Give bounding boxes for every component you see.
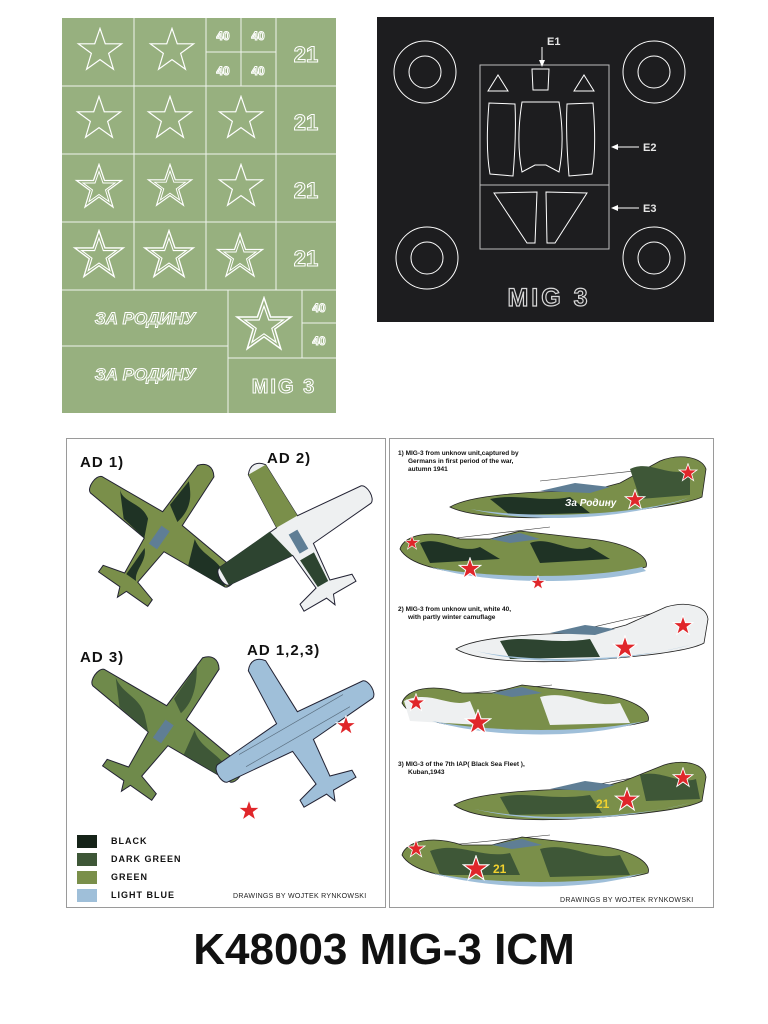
profile-2-right-side <box>456 604 708 661</box>
profile-2-left-side <box>402 685 649 735</box>
model-name-mask: MIG 3 <box>251 376 317 398</box>
black-mask-sheet <box>377 17 714 322</box>
profile-1-left-side <box>400 527 647 589</box>
caption-line: 3) MIG-3 of the 7th IAP( Black Sea Fleet ), <box>398 761 525 768</box>
ad-2-label: AD 2) <box>267 450 312 467</box>
number-40-mask: 40 <box>312 301 326 315</box>
wheel-mask-outer <box>623 41 685 103</box>
canopy-mask-drawing <box>377 17 714 322</box>
legend-label: BLACK <box>111 836 148 846</box>
number-21-mask: 21 <box>293 246 319 271</box>
fuselage-slogan: За Родину <box>565 498 617 509</box>
legend-label: GREEN <box>111 872 149 882</box>
model-name-mask: MIG 3 <box>507 284 591 312</box>
wheel-mask-outer <box>623 227 685 289</box>
legend-item-green <box>77 870 148 884</box>
legend-swatch <box>77 871 97 884</box>
caption-line: 1) MIG-3 from unknow unit,captured by <box>398 450 519 457</box>
wheel-mask-inner <box>638 56 670 88</box>
green-mask-sheet <box>62 18 336 413</box>
yellow-number: 21 <box>493 862 507 876</box>
caption-line: 2) MIG-3 from unknow unit, white 40, <box>398 606 512 613</box>
wheel-mask-inner <box>638 242 670 274</box>
green-sheet-text-masks <box>62 18 336 413</box>
caption-line: autumn 1941 <box>408 466 448 473</box>
legend-item-light-blue <box>77 888 175 902</box>
number-40-mask: 40 <box>251 29 265 43</box>
ad-3-label: AD 3) <box>80 649 125 666</box>
wheel-mask-outer <box>396 227 458 289</box>
side-profile-drawings <box>390 439 713 907</box>
side-profiles-card <box>389 438 714 908</box>
aircraft-topview-ad2 <box>207 447 382 637</box>
number-40-mask: 40 <box>216 29 230 43</box>
wheel-mask-inner <box>409 56 441 88</box>
profile-3-right-side <box>454 762 706 819</box>
wheel-mask-outer <box>394 41 456 103</box>
slogan-mask: ЗА РОДИНУ <box>94 309 196 328</box>
number-21-mask: 21 <box>293 110 319 135</box>
aircraft-underside-view <box>207 639 382 839</box>
legend-item-dark-green <box>77 852 182 866</box>
legend-label: LIGHT BLUE <box>111 890 175 900</box>
drawings-credit: DRAWINGS BY WOJTEK RYNKOWSKI <box>233 893 367 900</box>
legend-item-black <box>77 834 148 848</box>
legend-swatch <box>77 853 97 866</box>
number-21-mask: 21 <box>293 42 319 67</box>
profile-3-left-side <box>402 835 649 887</box>
label-e1: E1 <box>547 36 561 48</box>
number-21-mask: 21 <box>293 178 319 203</box>
caption-line: with partly winter camuflage <box>408 614 496 621</box>
legend-swatch <box>77 889 97 902</box>
profile-1-right-side <box>450 457 706 518</box>
product-title: K48003 MIG-3 ICM <box>193 925 575 974</box>
label-e3: E3 <box>643 203 657 215</box>
ad-123-label: AD 1,2,3) <box>247 642 321 659</box>
number-40-mask: 40 <box>251 64 265 78</box>
slogan-mask: ЗА РОДИНУ <box>94 365 196 384</box>
wheel-mask-inner <box>411 242 443 274</box>
ad-1-label: AD 1) <box>80 454 125 471</box>
number-40-mask: 40 <box>216 64 230 78</box>
number-40-mask: 40 <box>312 334 326 348</box>
camouflage-topview-card <box>66 438 386 908</box>
legend-label: DARK GREEN <box>111 854 182 864</box>
yellow-number: 21 <box>596 797 610 811</box>
caption-line: Kuban,1943 <box>408 769 445 776</box>
caption-line: Germans in first period of the war, <box>408 458 514 465</box>
legend-swatch <box>77 835 97 848</box>
label-e2: E2 <box>643 142 657 154</box>
drawings-credit: DRAWINGS BY WOJTEK RYNKOWSKI <box>560 897 694 904</box>
